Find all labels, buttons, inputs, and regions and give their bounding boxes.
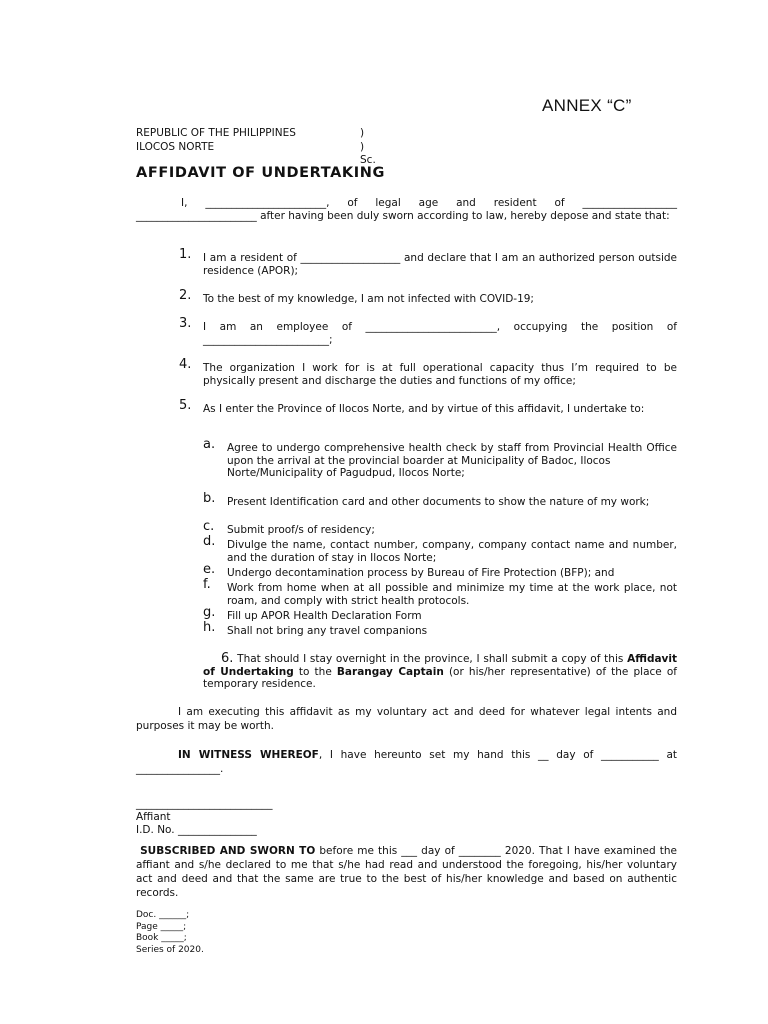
item-text: The organization I work for is at full operational capacity thus I’m required to be physically present and discharge the duties and functions of my office; xyxy=(203,362,677,387)
sub-letter: b. xyxy=(203,491,216,506)
sub-item-b xyxy=(203,491,677,509)
sub-item-d xyxy=(203,534,677,564)
page-number: Page _____; xyxy=(136,921,187,932)
sub-letter: a. xyxy=(203,437,216,452)
sub-text-continued: Norte/Municipality of Pagudpud, Ilocos Norte; xyxy=(227,467,465,480)
jurat-paragraph xyxy=(136,844,677,900)
witness-text: , I have hereunto set my hand this __ day of ___________ at ________________. xyxy=(136,749,677,775)
jurat-bold: SUBSCRIBED AND SWORN TO xyxy=(140,845,316,857)
notarial-register xyxy=(136,910,204,956)
venue-paren-1: ) xyxy=(360,127,365,139)
item6-bold-affidavit: Affidavit of Undertaking xyxy=(203,653,678,678)
list-item-6 xyxy=(203,653,677,691)
sub-letter: f. xyxy=(203,577,211,592)
item-text: I am a resident of ___________________ and declare that I am an authorized person outside residence (APOR); xyxy=(203,252,677,277)
list-item-4 xyxy=(179,357,677,387)
jurat-text: before me this ___ day of ________ 2020. That I have examined the affiant and s/he declared to me that s/he had read and understood the foregoing, his/her voluntary act and deed and that the same are true to the best of his/her knowledge and based on authentic records. xyxy=(136,845,678,899)
sub-text: Divulge the name, contact number, company, company contact name and number, and the duration of stay in Ilocos Norte; xyxy=(227,539,677,564)
document-title: AFFIDAVIT OF UNDERTAKING xyxy=(136,165,385,181)
sub-text: Work from home when at all possible and minimize my time at the work place, not roam, and comply with strict health protocols. xyxy=(227,582,677,607)
book-number: Book _____; xyxy=(136,933,187,943)
executing-text: I am executing this affidavit as my voluntary act and deed for whatever legal intents and purposes it may be worth. xyxy=(136,706,677,732)
sub-item-a xyxy=(203,437,677,480)
sub-text: Present Identification card and other documents to show the nature of my work; xyxy=(227,496,650,508)
signature-block xyxy=(136,798,273,837)
sub-text: Agree to undergo comprehensive health check by staff from Provincial Health Office upon the arrival at the provincial boarder at Municipality of Badoc, Ilocos xyxy=(227,442,677,467)
list-item-1 xyxy=(179,247,677,277)
item-number: 2. xyxy=(179,288,192,303)
item6-bold-captain: Barangay Captain xyxy=(336,665,444,678)
sub-text: Undergo decontamination process by Bureau of Fire Protection (BFP); and xyxy=(227,567,615,579)
item-text: To the best of my knowledge, I am not infected with COVID-19; xyxy=(203,293,534,305)
venue-province: ILOCOS NORTE xyxy=(136,140,215,153)
witness-paragraph xyxy=(136,748,677,776)
sub-item-f xyxy=(203,577,677,607)
sub-letter: c. xyxy=(203,519,215,534)
item6-text-2: to the xyxy=(298,665,332,678)
sub-item-c xyxy=(203,519,677,537)
list-item-2 xyxy=(179,288,677,306)
intro-paragraph xyxy=(136,197,677,222)
sub-item-g xyxy=(203,605,677,623)
list-item-5 xyxy=(179,398,677,416)
item6-text-1: That should I stay overnight in the province, I shall submit a copy of this xyxy=(237,653,624,665)
sub-text: Fill up APOR Health Declaration Form xyxy=(227,610,422,622)
series-year: Series of 2020. xyxy=(136,944,204,955)
affiant-label: Affiant xyxy=(136,811,171,823)
id-number-line: I.D. No. _______________ xyxy=(136,824,257,836)
item-number: 3. xyxy=(179,316,192,331)
sub-letter: d. xyxy=(203,534,216,549)
annex-label: ANNEX “C” xyxy=(542,96,632,115)
item-number: 1. xyxy=(179,247,192,262)
witness-bold: IN WITNESS WHEREOF xyxy=(178,749,319,761)
item-number: 4. xyxy=(179,357,192,372)
item-text: As I enter the Province of Ilocos Norte, and by virtue of this affidavit, I undertake to: xyxy=(203,403,645,415)
item6-text-3: (or his/her representative) of the place of temporary residence. xyxy=(203,665,678,691)
doc-number: Doc. ______; xyxy=(136,910,190,920)
executing-paragraph xyxy=(136,705,677,733)
list-item-3 xyxy=(179,316,677,346)
sub-item-h xyxy=(203,620,677,638)
sub-letter: e. xyxy=(203,562,216,577)
signature-line: __________________________ xyxy=(136,798,273,810)
item-number: 6. xyxy=(221,651,234,666)
venue-block xyxy=(136,127,376,166)
sub-letter: g. xyxy=(203,605,216,620)
sub-letter: h. xyxy=(203,620,216,635)
sub-item-e xyxy=(203,562,677,580)
item-text: I am an employee of _________________________, occupying the position of ________________________; xyxy=(203,321,677,346)
venue-republic: REPUBLIC OF THE PHILIPPINES xyxy=(136,127,296,139)
item-number: 5. xyxy=(179,398,192,413)
sub-text: Shall not bring any travel companions xyxy=(227,625,428,637)
intro-text: I, _______________________, of legal age and resident of __________________ _______________________ after having been duly sworn according to law, hereby depose and state that: xyxy=(136,197,677,222)
sub-text: Submit proof/s of residency; xyxy=(227,524,375,536)
venue-paren-2: ) Sc. xyxy=(360,140,376,166)
